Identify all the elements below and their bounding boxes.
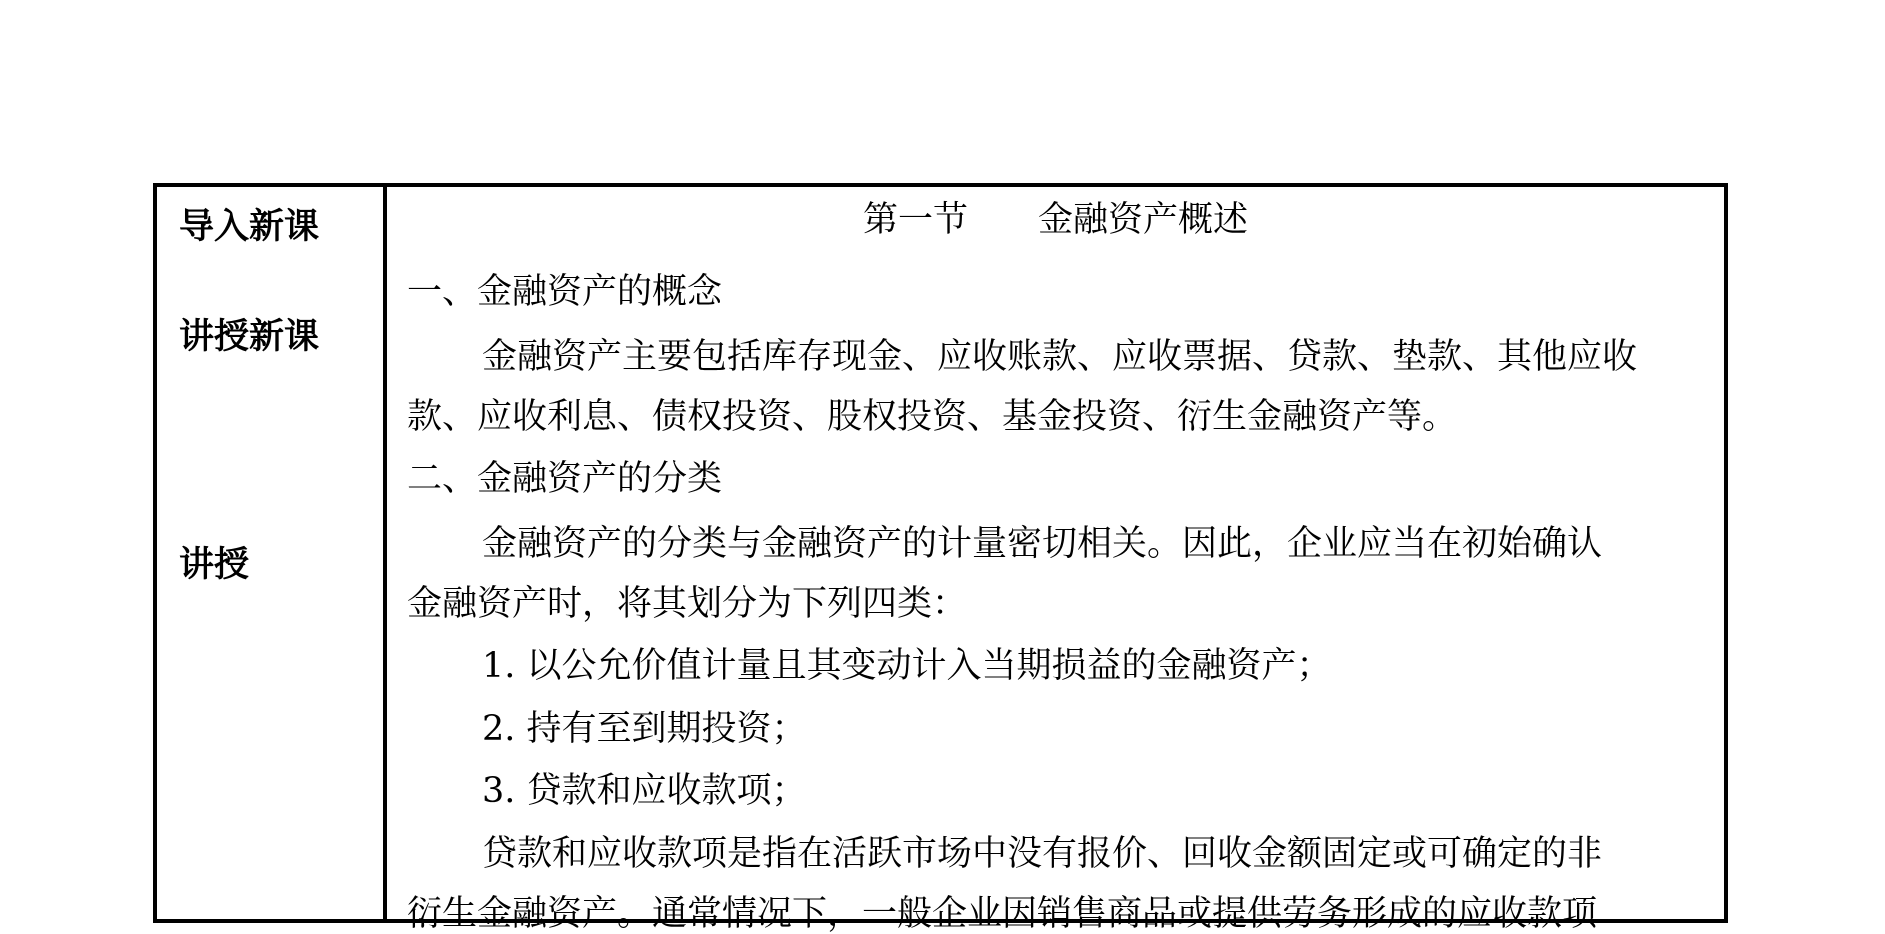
list-item-2: 2. 持有至到期投资； <box>482 709 807 749</box>
heading-classification: 二、金融资产的分类 <box>407 459 723 499</box>
list-item-3: 3. 贷款和应收款项； <box>482 771 807 811</box>
label-intro: 导入新课 <box>179 207 320 247</box>
label-column <box>157 187 387 919</box>
paragraph-loans-line2: 衍生金融资产。通常情况下，一般企业因销售商品或提供劳务形成的应收款项 <box>407 894 1598 934</box>
content-column <box>387 187 1724 934</box>
heading-concept: 一、金融资产的概念 <box>407 272 723 312</box>
label-teach-new: 讲授新课 <box>179 317 320 357</box>
lesson-plan-table <box>153 183 1728 934</box>
paragraph-classification-line1: 金融资产的分类与金融资产的计量密切相关。因此，企业应当在初始确认 <box>482 524 1603 564</box>
list-item-1: 1. 以公允价值计量且其变动计入当期损益的金融资产； <box>482 646 1332 686</box>
section-title: 第一节 金融资产概述 <box>862 200 1248 240</box>
paragraph-concept-line1: 金融资产主要包括库存现金、应收账款、应收票据、贷款、垫款、其他应收 <box>482 337 1638 377</box>
paragraph-loans-line1: 贷款和应收款项是指在活跃市场中没有报价、回收金额固定或可确定的非 <box>482 834 1603 874</box>
paragraph-concept-line2: 款、应收利息、债权投资、股权投资、基金投资、衍生金融资产等。 <box>407 397 1458 437</box>
label-teach: 讲授 <box>179 545 250 585</box>
paragraph-classification-line2: 金融资产时，将其划分为下列四类： <box>407 584 968 624</box>
